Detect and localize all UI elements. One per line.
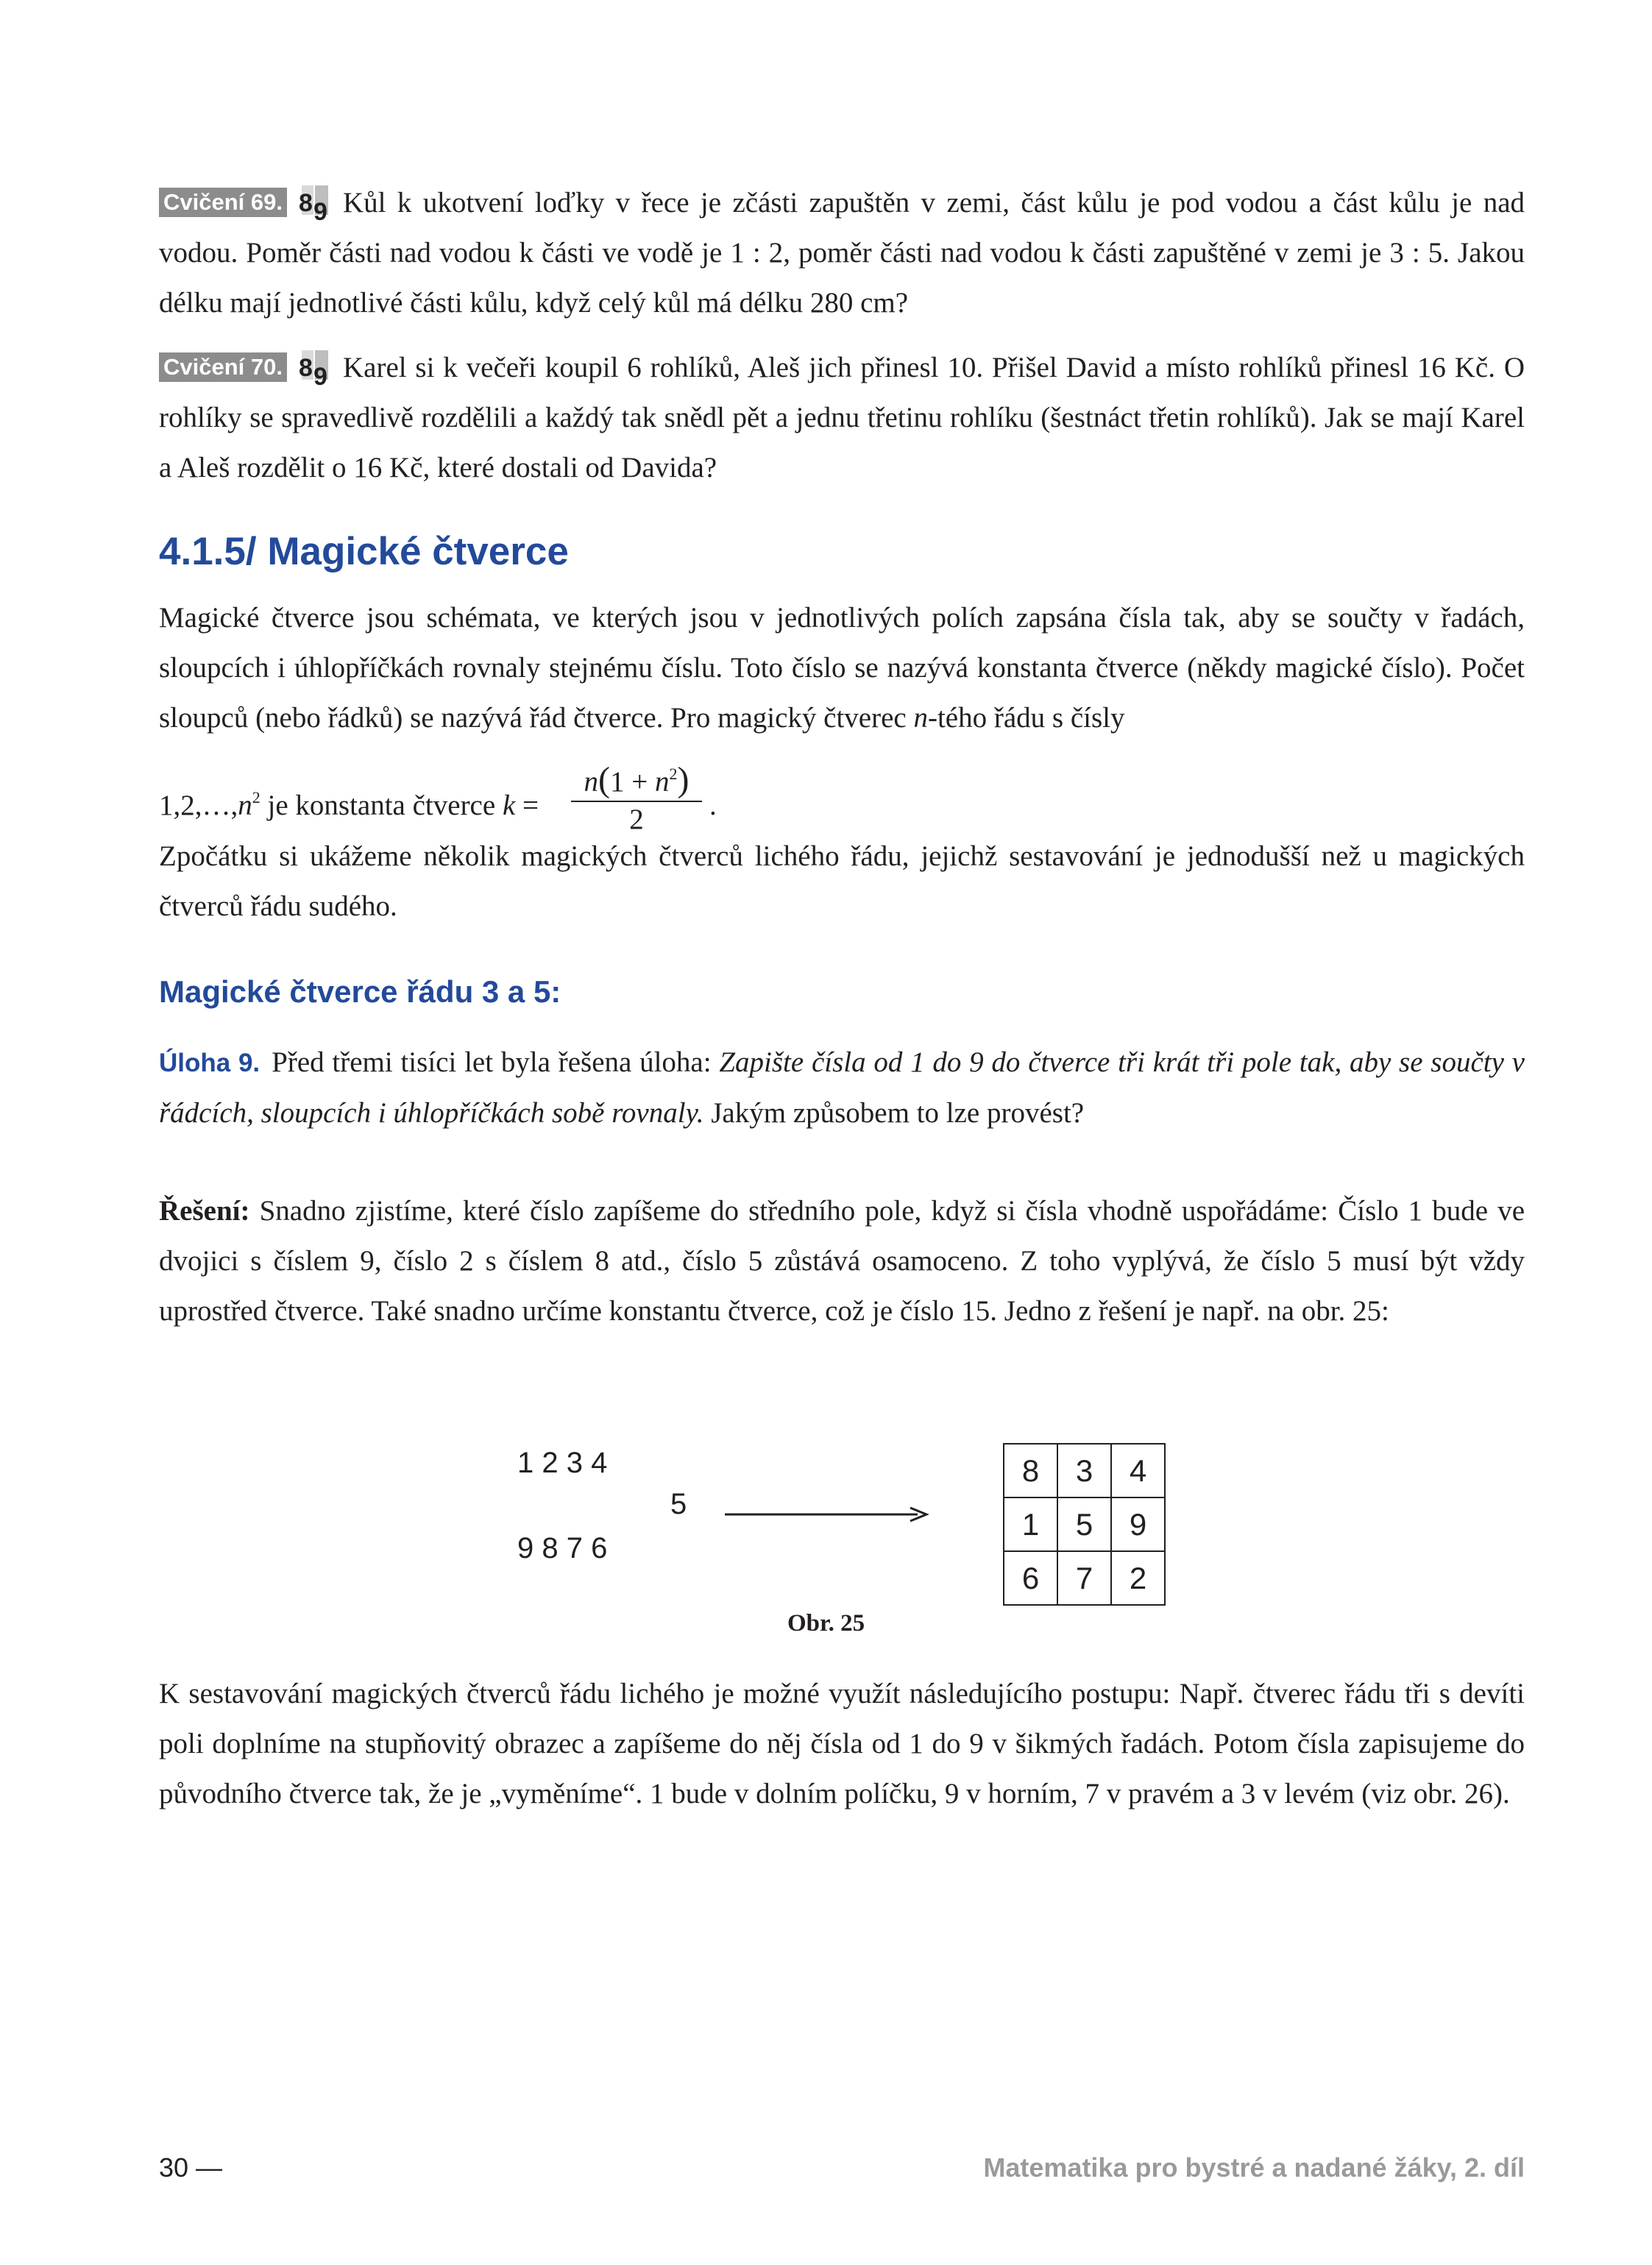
- grid-cell: 3: [1057, 1444, 1111, 1497]
- figure-caption: Obr. 25: [787, 1610, 865, 1637]
- exercise-69: [159, 178, 1525, 328]
- figure-top-row: 1 2 3 4: [517, 1447, 608, 1479]
- formula-text: $1,2,\dots,n^2$ je konstanta čtverce k =: [159, 788, 539, 821]
- grid-cell: 6: [1004, 1551, 1057, 1605]
- formula-fraction: $n(1 + n^2)$ 2: [571, 759, 702, 837]
- grid-cell: 4: [1111, 1444, 1165, 1497]
- subsection-heading: Magické čtverce řádu 3 a 5:: [159, 974, 561, 1009]
- task-9: Úloha 9. Před třemi tisíci let byla řešena úloha: Zapište čísla od 1 do 9 do čtverce tři krát tři pole tak, aby se součty v řádcích, sloupcích i úhlopříčkách sobě rovnaly. Jakým způsobem to lze provést?: [159, 1046, 1525, 1129]
- book-title: Matematika pro bystré a nadané žáky, 2. díl: [983, 2152, 1525, 2183]
- exercise-69-label: Cvičení 69.: [159, 188, 287, 217]
- grade-badge-icon: 8 9: [297, 184, 334, 216]
- grid-cell: 9: [1111, 1497, 1165, 1551]
- section-followup: Zpočátku si ukážeme několik magických čtverců lichého řádu, jejichž sestavování je jednodušší než u magických čtverců řádu sudého.: [159, 840, 1525, 922]
- grid-cell: 2: [1111, 1551, 1165, 1605]
- exercise-70: [159, 343, 1525, 493]
- grid-cell: 5: [1057, 1497, 1111, 1551]
- grid-cell: 7: [1057, 1551, 1111, 1605]
- exercise-69-text: Kůl k ukotvení loďky v řece je zčásti zapuštěn v zemi, část kůlu je pod vodou a část kůlu je nad vodou. Poměr části nad vodou k části ve vodě je 1 : 2, poměr části nad vodou k části zapuštěné v zemi je 3 : 5. Jakou délku mají jednotlivé části kůlu, když celý kůl má délku 280 cm?: [159, 187, 1525, 319]
- figure-bottom-row: 9 8 7 6: [517, 1532, 608, 1564]
- closing-paragraph: K sestavování magických čtverců řádu lichého je možné využít následujícího postupu: Např. čtverec řádu tři s devíti poli doplníme na stupňovitý obrazec a zapíšeme do něj čísla od 1 do 9 v šikmých řadách. Potom čísla zapisujeme do původního čtverce tak, že je „vyměníme“. 1 bude v dolním políčku, 9 v horním, 7 v pravém a 3 v levém (viz obr. 26).: [159, 1678, 1525, 1809]
- solution-label: Řešení:: [159, 1195, 250, 1227]
- magic-square-grid: [1003, 1443, 1166, 1606]
- exercise-70-label: Cvičení 70.: [159, 352, 287, 382]
- constant-formula: $1,2,\dots,n^2$ je konstanta čtverce k = $n(1 + n^2)$ 2 .: [159, 751, 1525, 846]
- right-arrow-icon: [725, 1506, 931, 1523]
- task-9-label: Úloha 9.: [159, 1049, 260, 1077]
- grade-badge-icon: 8 9: [297, 349, 334, 381]
- section-heading: 4.1.5/ Magické čtverce: [159, 530, 569, 573]
- section-intro: Magické čtverce jsou schémata, ve kterých jsou v jednotlivých polích zapsána čísla tak, aby se součty v řadách, sloupcích i úhlopříčkách rovnaly stejnému číslu. Toto číslo se nazývá konstanta čtverce (někdy magické číslo). Počet sloupců (nebo řádků) se nazývá řád čtverce. Pro magický čtverec n-tého řádu s čísly: [159, 602, 1525, 734]
- grid-cell: 1: [1004, 1497, 1057, 1551]
- grid-cell: 8: [1004, 1444, 1057, 1497]
- exercise-70-text: Karel si k večeři koupil 6 rohlíků, Aleš jich přinesl 10. Přišel David a místo rohlíků přinesl 16 Kč. O rohlíky se spravedlivě rozdělili a každý tak snědl pět a jednu třetinu rohlíku (šestnáct třetin rohlíků). Jak se mají Karel a Aleš rozdělit o 16 Kč, které dostali od Davida?: [159, 352, 1525, 483]
- solution: Řešení: Snadno zjistíme, které číslo zapíšeme do středního pole, když si čísla vhodně uspořádáme: Číslo 1 bude ve dvojici s číslem 9, číslo 2 s číslem 8 atd., číslo 5 zůstává osamoceno. Z toho vyplývá, že číslo 5 musí být vždy uprostřed čtverce. Také snadno určíme konstantu čtverce, což je číslo 15. Jedno z řešení je např. na obr. 25:: [159, 1195, 1525, 1327]
- page-number: 30 —: [159, 2152, 223, 2183]
- figure-middle-number: 5: [670, 1488, 687, 1520]
